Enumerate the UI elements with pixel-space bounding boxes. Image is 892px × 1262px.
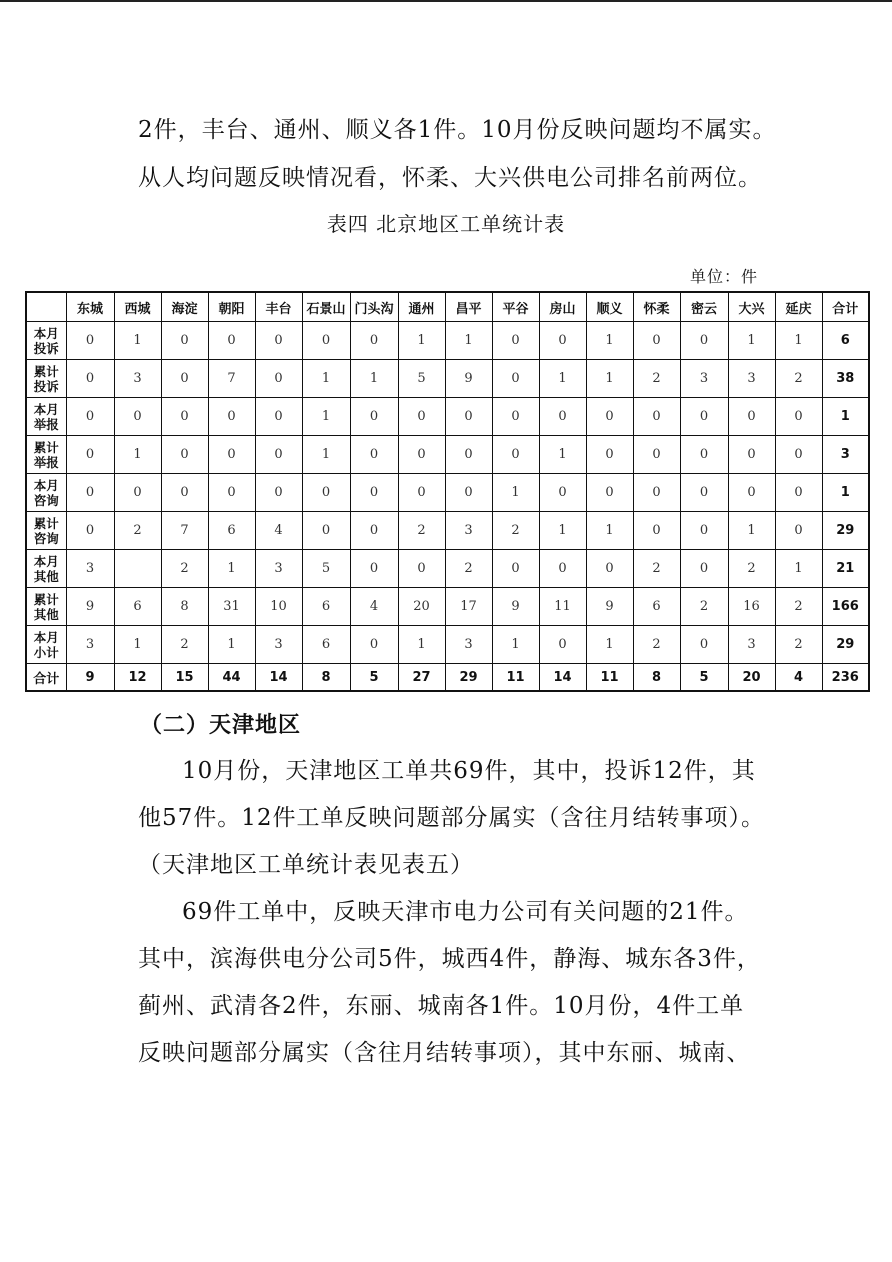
section-line-6: 蓟州、武清各2件，东丽、城南各1件。10月份，4件工单 [138, 993, 745, 1019]
table-cell: 9 [586, 588, 633, 626]
table-cell: 0 [350, 512, 398, 550]
table-cell: 7 [208, 360, 255, 398]
table-cell: 0 [492, 322, 539, 360]
table-cell: 2 [680, 588, 728, 626]
row-label-part: 其他 [33, 606, 59, 622]
row-label-part: 咨询 [33, 530, 59, 546]
table-cell: 0 [445, 436, 492, 474]
table-cell: 0 [539, 474, 586, 512]
table-cell: 17 [445, 588, 492, 626]
table-cell: 0 [161, 322, 208, 360]
row-label [26, 626, 66, 664]
row-label-part: 本月 [33, 477, 59, 493]
row-total-cell: 166 [822, 588, 869, 626]
table-cell: 0 [350, 550, 398, 588]
table-cell: 0 [680, 626, 728, 664]
table-cell: 1 [539, 436, 586, 474]
table-cell: 0 [775, 512, 822, 550]
table-row [26, 626, 869, 664]
table-cell: 9 [445, 360, 492, 398]
table-cell: 0 [492, 398, 539, 436]
sum-cell: 20 [728, 664, 775, 692]
table-cell: 0 [775, 398, 822, 436]
section-line-5: 其中，滨海供电分公司5件，城西4件，静海、城东各3件， [138, 946, 761, 972]
table-cell: 0 [161, 360, 208, 398]
row-label [26, 588, 66, 626]
table-cell: 0 [633, 322, 680, 360]
table-cell: 0 [66, 322, 114, 360]
table-cell: 0 [66, 512, 114, 550]
table-cell: 0 [208, 398, 255, 436]
table-cell: 0 [680, 550, 728, 588]
table-cell: 0 [66, 398, 114, 436]
table-cell: 0 [539, 550, 586, 588]
grand-total-cell: 236 [822, 664, 869, 692]
table-cell: 2 [161, 626, 208, 664]
row-total-cell: 21 [822, 550, 869, 588]
table-cell: 0 [350, 398, 398, 436]
table-cell: 0 [586, 550, 633, 588]
table-cell: 2 [775, 626, 822, 664]
table-cell: 0 [539, 626, 586, 664]
column-header: 海淀 [161, 292, 208, 322]
section-heading: （二）天津地区 [140, 713, 302, 738]
table-cell: 1 [775, 322, 822, 360]
table-cell: 6 [208, 512, 255, 550]
table-cell: 1 [492, 474, 539, 512]
table-cell: 3 [680, 360, 728, 398]
sum-cell: 5 [350, 664, 398, 692]
table-cell: 0 [255, 436, 302, 474]
table-cell: 1 [208, 626, 255, 664]
table-cell: 0 [775, 436, 822, 474]
row-label-part: 咨询 [33, 492, 59, 508]
sum-cell: 9 [66, 664, 114, 692]
table-cell: 0 [445, 398, 492, 436]
table-cell: 1 [445, 322, 492, 360]
table-row [26, 436, 869, 474]
table-cell: 0 [302, 322, 350, 360]
sum-cell: 15 [161, 664, 208, 692]
table-cell: 1 [302, 398, 350, 436]
column-header: 门头沟 [350, 292, 398, 322]
row-label [26, 436, 66, 474]
sum-cell: 44 [208, 664, 255, 692]
table-cell: 4 [255, 512, 302, 550]
intro-line-2: 从人均问题反映情况看，怀柔、大兴供电公司排名前两位。 [138, 165, 762, 191]
table-cell: 9 [66, 588, 114, 626]
row-label-part: 累计 [33, 363, 59, 379]
table-cell: 1 [539, 360, 586, 398]
table-cell: 0 [350, 322, 398, 360]
sum-cell: 11 [492, 664, 539, 692]
section-line-2: 他57件。12件工单反映问题部分属实（含往月结转事项）。 [138, 805, 766, 831]
table-cell: 0 [114, 474, 161, 512]
table-cell: 2 [114, 512, 161, 550]
table-cell: 0 [586, 474, 633, 512]
sum-cell: 8 [633, 664, 680, 692]
table-cell: 0 [208, 322, 255, 360]
table-cell: 1 [208, 550, 255, 588]
table-cell: 0 [208, 436, 255, 474]
sum-cell: 5 [680, 664, 728, 692]
table-cell: 0 [350, 474, 398, 512]
table-cell: 2 [775, 360, 822, 398]
table-row [26, 588, 869, 626]
row-label-part: 其他 [33, 568, 59, 584]
table-cell: 1 [586, 360, 633, 398]
sum-cell: 8 [302, 664, 350, 692]
table-cell: 2 [492, 512, 539, 550]
table-cell: 0 [255, 474, 302, 512]
table-cell: 0 [539, 398, 586, 436]
table-cell: 0 [255, 322, 302, 360]
column-header: 朝阳 [208, 292, 255, 322]
column-header: 合计 [822, 292, 869, 322]
table-row [26, 322, 869, 360]
column-header: 通州 [398, 292, 445, 322]
sum-cell: 27 [398, 664, 445, 692]
sum-row-label: 合计 [26, 664, 66, 692]
table-cell: 1 [350, 360, 398, 398]
table-cell: 6 [114, 588, 161, 626]
table-cell: 0 [114, 398, 161, 436]
table-cell: 0 [728, 398, 775, 436]
table-cell: 3 [66, 550, 114, 588]
row-label-part: 累计 [33, 591, 59, 607]
row-label [26, 322, 66, 360]
table-cell: 6 [302, 626, 350, 664]
table-cell: 0 [350, 626, 398, 664]
beijing-stats-table [25, 291, 870, 692]
table-cell: 0 [680, 436, 728, 474]
table-cell: 0 [161, 474, 208, 512]
table-cell: 3 [728, 626, 775, 664]
column-header: 顺义 [586, 292, 633, 322]
intro-line-1: 2件，丰台、通州、顺义各1件。10月份反映问题均不属实。 [138, 117, 777, 143]
row-label-part: 举报 [33, 454, 59, 470]
section-line-4: 69件工单中，反映天津市电力公司有关问题的21件。 [182, 899, 749, 925]
table-cell: 0 [492, 360, 539, 398]
table-cell: 0 [586, 436, 633, 474]
column-header: 密云 [680, 292, 728, 322]
table-cell: 1 [398, 626, 445, 664]
column-header: 丰台 [255, 292, 302, 322]
table-cell: 0 [66, 436, 114, 474]
row-label-part: 本月 [33, 553, 59, 569]
section-line-3: （天津地区工单统计表见表五） [138, 852, 474, 878]
table-row [26, 398, 869, 436]
column-header: 西城 [114, 292, 161, 322]
table-row [26, 550, 869, 588]
table-cell: 2 [775, 588, 822, 626]
column-header: 昌平 [445, 292, 492, 322]
table-cell: 0 [398, 436, 445, 474]
table-cell: 3 [445, 512, 492, 550]
table-cell: 3 [255, 550, 302, 588]
table-cell: 0 [775, 474, 822, 512]
table-cell: 0 [680, 474, 728, 512]
table-cell: 0 [161, 398, 208, 436]
row-label [26, 550, 66, 588]
table-cell: 0 [539, 322, 586, 360]
section-line-7: 反映问题部分属实（含往月结转事项），其中东丽、城南、 [138, 1040, 751, 1066]
table-cell: 1 [302, 436, 350, 474]
row-total-cell: 29 [822, 626, 869, 664]
row-label-part: 本月 [33, 325, 59, 341]
sum-cell: 12 [114, 664, 161, 692]
sum-cell: 4 [775, 664, 822, 692]
table-caption: 表四 北京地区工单统计表 [326, 212, 566, 236]
table-cell: 2 [445, 550, 492, 588]
table-cell: 1 [302, 360, 350, 398]
row-label-part: 投诉 [33, 378, 59, 394]
row-label-part: 小计 [33, 644, 59, 660]
table-cell: 0 [633, 512, 680, 550]
table-cell: 3 [66, 626, 114, 664]
row-label [26, 474, 66, 512]
table-cell: 0 [680, 398, 728, 436]
table-cell: 1 [398, 322, 445, 360]
table-cell: 0 [492, 550, 539, 588]
table-cell: 0 [633, 398, 680, 436]
table-cell: 1 [114, 626, 161, 664]
row-total-cell: 1 [822, 398, 869, 436]
table-cell: 0 [66, 474, 114, 512]
row-label-part: 累计 [33, 439, 59, 455]
column-header: 怀柔 [633, 292, 680, 322]
table-cell: 31 [208, 588, 255, 626]
table-cell: 7 [161, 512, 208, 550]
table-cell: 0 [66, 360, 114, 398]
table-cell: 6 [302, 588, 350, 626]
section-line-1: 10月份，天津地区工单共69件，其中，投诉12件，其 [182, 758, 756, 784]
table-cell: 1 [586, 322, 633, 360]
table-row [26, 474, 869, 512]
table-row [26, 512, 869, 550]
table-cell: 11 [539, 588, 586, 626]
table-cell: 16 [728, 588, 775, 626]
table-cell: 5 [398, 360, 445, 398]
table-cell: 2 [728, 550, 775, 588]
table-cell: 6 [633, 588, 680, 626]
column-header: 平谷 [492, 292, 539, 322]
header-corner-cell [26, 292, 66, 322]
sum-cell: 14 [539, 664, 586, 692]
table-sum-row [26, 664, 869, 692]
table-cell: 2 [633, 360, 680, 398]
table-cell: 0 [680, 322, 728, 360]
row-label-part: 本月 [33, 629, 59, 645]
table-cell: 0 [255, 360, 302, 398]
table-cell: 0 [633, 474, 680, 512]
table-cell: 2 [398, 512, 445, 550]
table-cell: 0 [350, 436, 398, 474]
table-cell: 0 [255, 398, 302, 436]
table-header-row [26, 292, 869, 322]
table-cell: 1 [492, 626, 539, 664]
table-cell: 2 [633, 550, 680, 588]
sum-cell: 29 [445, 664, 492, 692]
table-cell: 0 [302, 474, 350, 512]
table-cell: 5 [302, 550, 350, 588]
table-cell: 1 [114, 322, 161, 360]
table-cell: 8 [161, 588, 208, 626]
table-cell: 0 [445, 474, 492, 512]
table-cell: 10 [255, 588, 302, 626]
column-header: 延庆 [775, 292, 822, 322]
table-cell: 1 [775, 550, 822, 588]
table-cell: 0 [161, 436, 208, 474]
table-cell: 0 [398, 398, 445, 436]
column-header: 石景山 [302, 292, 350, 322]
table-cell: 2 [161, 550, 208, 588]
table-cell: 2 [633, 626, 680, 664]
column-header: 大兴 [728, 292, 775, 322]
table-cell: 0 [586, 398, 633, 436]
row-total-cell: 3 [822, 436, 869, 474]
row-label [26, 512, 66, 550]
row-label [26, 360, 66, 398]
sum-cell: 11 [586, 664, 633, 692]
sum-cell: 14 [255, 664, 302, 692]
table-unit: 单位：件 [689, 267, 758, 286]
row-label-part: 投诉 [33, 340, 59, 356]
table-cell: 1 [728, 322, 775, 360]
table-cell: 1 [728, 512, 775, 550]
table-cell: 0 [633, 436, 680, 474]
table-cell: 1 [586, 626, 633, 664]
page-top-border [0, 0, 892, 2]
row-label-part: 本月 [33, 401, 59, 417]
table-cell: 3 [728, 360, 775, 398]
row-label [26, 398, 66, 436]
table-cell: 4 [350, 588, 398, 626]
table-cell: 0 [492, 436, 539, 474]
table-cell: 0 [728, 474, 775, 512]
table-cell [114, 550, 161, 588]
row-label-part: 举报 [33, 416, 59, 432]
column-header: 房山 [539, 292, 586, 322]
table-cell: 0 [680, 512, 728, 550]
table-cell: 3 [114, 360, 161, 398]
table-cell: 1 [539, 512, 586, 550]
table-cell: 9 [492, 588, 539, 626]
table-cell: 1 [586, 512, 633, 550]
row-total-cell: 1 [822, 474, 869, 512]
row-total-cell: 29 [822, 512, 869, 550]
table-cell: 3 [445, 626, 492, 664]
table-cell: 0 [302, 512, 350, 550]
table-cell: 20 [398, 588, 445, 626]
table-cell: 0 [398, 550, 445, 588]
table-cell: 0 [398, 474, 445, 512]
table-row [26, 360, 869, 398]
table-cell: 0 [728, 436, 775, 474]
table-cell: 3 [255, 626, 302, 664]
row-label-part: 累计 [33, 515, 59, 531]
row-total-cell: 38 [822, 360, 869, 398]
column-header: 东城 [66, 292, 114, 322]
row-total-cell: 6 [822, 322, 869, 360]
table-cell: 1 [114, 436, 161, 474]
table-cell: 0 [208, 474, 255, 512]
